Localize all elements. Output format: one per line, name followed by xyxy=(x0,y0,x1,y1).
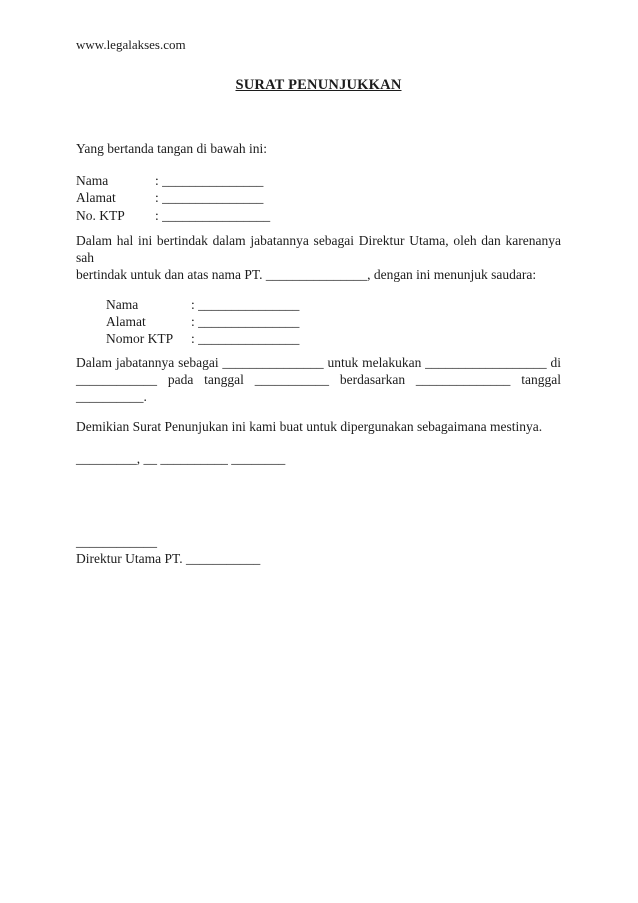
paragraph-line: bertindak untuk dan atas nama PT. _______________, dengan ini menunjuk saudara: xyxy=(76,267,537,283)
assignment-paragraph xyxy=(76,354,561,406)
opening-statement: Yang bertanda tangan di bawah ini: xyxy=(76,141,267,156)
field-label: Nama xyxy=(106,296,139,312)
paragraph-line: __________. xyxy=(76,389,147,405)
place-date-line: _________, __ __________ ________ xyxy=(76,450,286,466)
field-label: Nomor KTP xyxy=(106,331,174,347)
field-blank: : ________________ xyxy=(155,207,271,223)
field-label: No. KTP xyxy=(76,207,125,223)
document-title: SURAT PENUNJUKKAN xyxy=(235,77,402,93)
paragraph-line: ____________ pada tanggal ___________ berdasarkan ______________ tanggal xyxy=(76,371,561,387)
field-label: Nama xyxy=(76,173,109,188)
paragraph-line: Dalam jabatannya sebagai _______________ untuk melakukan __________________ di xyxy=(76,354,561,370)
appointee-field-nama xyxy=(76,296,561,313)
appointee-fields xyxy=(76,296,561,348)
principal-field-nama xyxy=(76,172,561,189)
field-blank: : _______________ xyxy=(191,331,300,347)
field-label: Alamat xyxy=(76,190,116,206)
field-blank: : _______________ xyxy=(191,314,300,330)
field-blank: : _______________ xyxy=(155,173,264,188)
principal-fields xyxy=(76,172,561,224)
website-url: www.legalakses.com xyxy=(76,37,186,52)
signature-line: ____________ xyxy=(76,534,157,550)
field-label: Alamat xyxy=(106,314,146,330)
field-blank: : _______________ xyxy=(155,190,264,206)
signatory-title: Direktur Utama PT. ___________ xyxy=(76,551,261,567)
field-blank: : _______________ xyxy=(191,296,300,312)
principal-field-alamat xyxy=(76,189,561,206)
appointee-field-nomor-ktp xyxy=(76,330,561,347)
authority-paragraph xyxy=(76,232,561,284)
signature-block xyxy=(76,533,561,568)
principal-field-no-ktp xyxy=(76,207,561,224)
closing-statement: Demikian Surat Penunjukan ini kami buat untuk dipergunakan sebagaimana mestinya. xyxy=(76,418,543,434)
appointee-field-alamat xyxy=(76,313,561,330)
paragraph-line: Dalam hal ini bertindak dalam jabatannya sebagai Direktur Utama, oleh dan karenanya sah xyxy=(76,232,561,266)
